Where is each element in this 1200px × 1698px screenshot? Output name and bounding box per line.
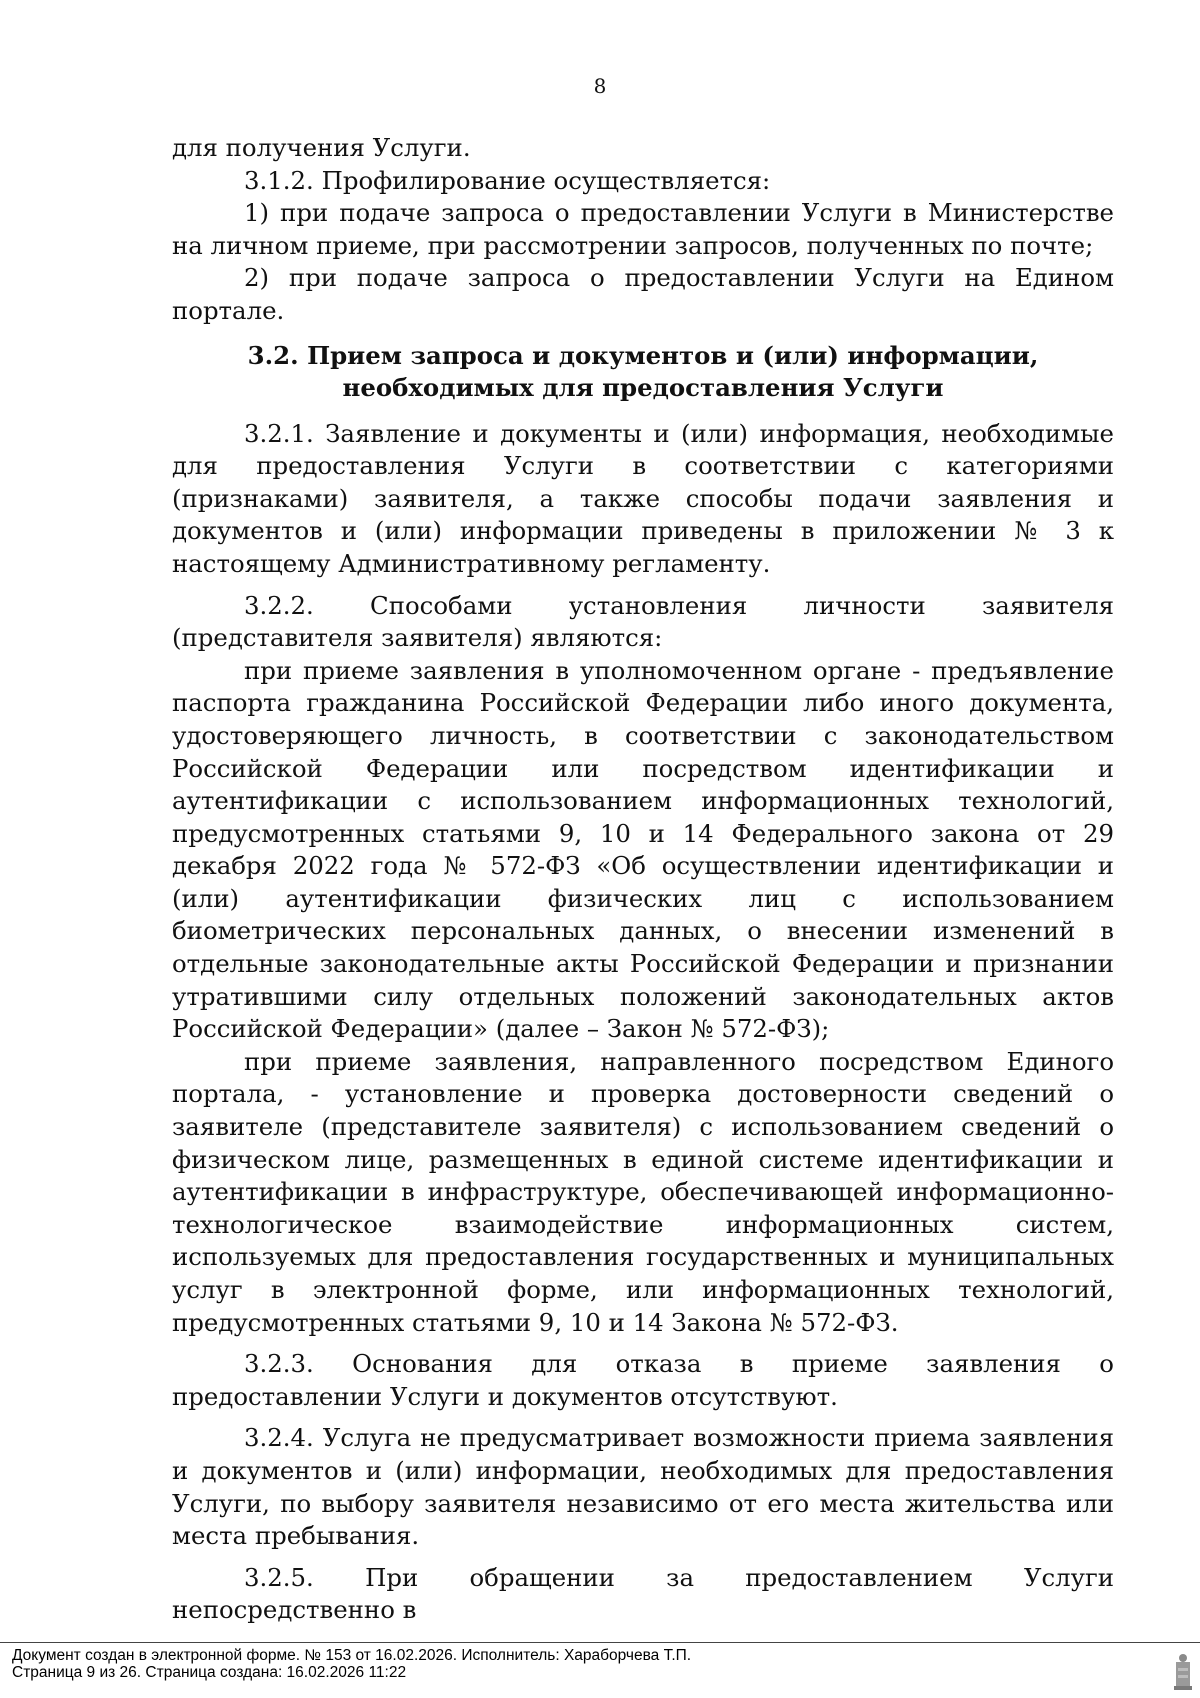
footer-line-2: Страница 9 из 26. Страница создана: 16.02.2026 11:22: [12, 1664, 407, 1681]
paragraph: 3.2.3. Основания для отказа в приеме заявления о предоставлении Услуги и документов отсутствуют.: [172, 1349, 1114, 1411]
footer-divider: [0, 1642, 1200, 1643]
page-number: 8: [593, 74, 607, 98]
document-body: [172, 132, 1114, 1627]
paragraph: при приеме заявления в уполномоченном органе - предъявление паспорта гражданина Российской Федерации либо иного документа, удостоверяющего личность, в соответствии с законодательством Российской Федерации или посредством идентификации и аутентификации с использованием информационных технологий, предусмотренных статьями 9, 10 и 14 Федерального закона от 29 декабря 2022 года № 572-ФЗ «Об осуществлении идентификации и (или) аутентификации физических лиц с использованием биометрических персональных данных, о внесении изменений в отдельные законодательные акты Российской Федерации и признании утратившими силу отдельных положений законодательных актов Российской Федерации» (далее – Закон № 572-ФЗ);: [172, 655, 1114, 1044]
paragraph: при приеме заявления, направленного посредством Единого портала, - установление и проверка достоверности сведений о заявителе (представителе заявителя) с использованием сведений о физическом лице, размещенных в единой системе идентификации и аутентификации в инфраструктуре, обеспечивающей информационно-технологическое взаимодействие информационных систем, используемых для предоставления государственных и муниципальных услуг в электронной форме, или информационных технологий, предусмотренных статьями 9, 10 и 14 Закона № 572-ФЗ.: [172, 1046, 1114, 1337]
footer: [12, 1647, 1132, 1681]
paragraph: 2) при подаче запроса о предоставлении Услуги на Едином портале.: [172, 263, 1114, 325]
paragraph: 1) при подаче запроса о предоставлении Услуги в Министерстве на личном приеме, при рассмотрении запросов, полученных по почте;: [172, 198, 1114, 260]
emblem-icon: [1172, 1652, 1194, 1692]
paragraph: для получения Услуги.: [172, 133, 471, 162]
section-heading: 3.2. Прием запроса и документов и (или) информации, необходимых для предоставления Услуги: [247, 340, 1039, 402]
paragraph: 3.2.5. При обращении за предоставлением Услуги непосредственно в: [172, 1562, 1114, 1625]
footer-line-1: Документ создан в электронной форме. № 153 от 16.02.2026. Исполнитель: Хараборчева Т.П.: [12, 1647, 692, 1664]
paragraph: 3.2.1. Заявление и документы и (или) информация, необходимые для предоставления Услуги в соответствии с категориями (признаками) заявителя, а также способы подачи заявления и документов и (или) информации приведены в приложении № 3 к настоящему Административному регламенту.: [172, 418, 1114, 578]
paragraph: 3.2.4. Услуга не предусматривает возможности приема заявления и документов и (или) информации, необходимых для предоставления Услуги, по выбору заявителя независимо от его места жительства или места пребывания.: [172, 1423, 1114, 1551]
paragraph: 3.1.2. Профилирование осуществляется:: [244, 165, 771, 195]
paragraph: 3.2.2. Способами установления личности заявителя (представителя заявителя) являются:: [172, 590, 1114, 653]
